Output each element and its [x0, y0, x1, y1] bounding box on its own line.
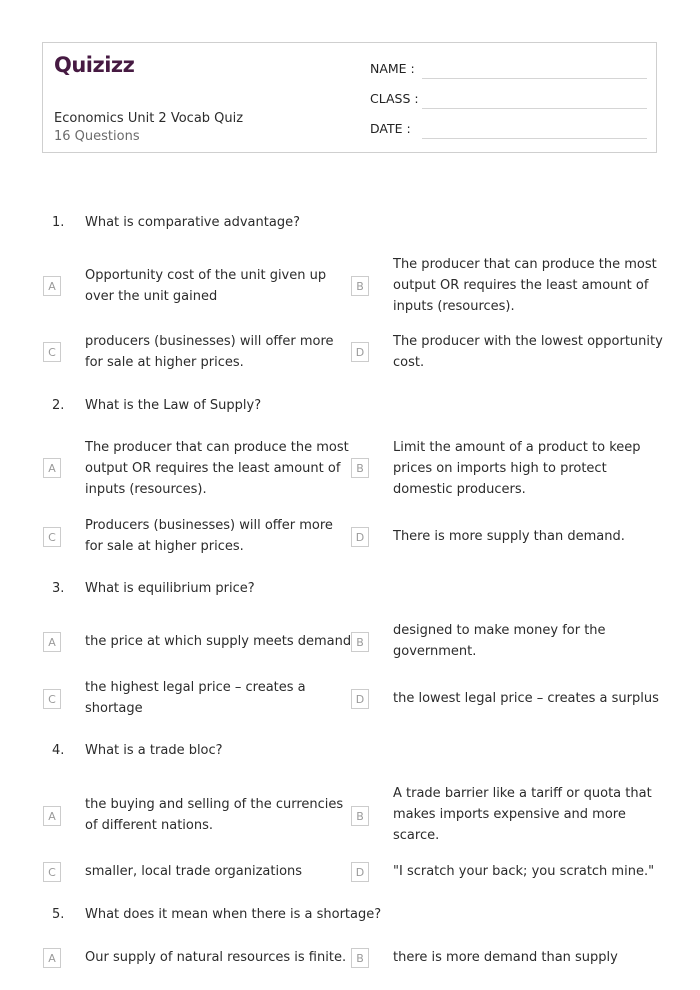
option-letter-badge: B: [351, 632, 369, 652]
answer-option[interactable]: there is more demand than supply: [393, 950, 618, 965]
answer-option[interactable]: the highest legal price – creates a shortage: [85, 680, 306, 716]
option-letter-badge: C: [43, 689, 61, 709]
answer-option[interactable]: "I scratch your back; you scratch mine.": [393, 864, 655, 879]
question-text: What is comparative advantage?: [85, 215, 300, 230]
option-letter-badge: B: [351, 948, 369, 968]
option-letter-badge: D: [351, 527, 369, 547]
option-letter-badge: A: [43, 948, 61, 968]
answer-option[interactable]: A trade barrier like a tariff or quota that makes imports expensive and more scarce.: [393, 786, 652, 843]
question-number: 4.: [52, 743, 65, 758]
option-letter-badge: B: [351, 458, 369, 478]
option-letter-badge: C: [43, 862, 61, 882]
name-line: [422, 78, 647, 79]
question-text: What is equilibrium price?: [85, 581, 255, 596]
answer-option[interactable]: The producer that can produce the most output OR requires the least amount of inputs (resources).: [85, 440, 349, 497]
date-label: DATE :: [370, 121, 411, 136]
option-letter-badge: A: [43, 632, 61, 652]
question-text: What is the Law of Supply?: [85, 398, 262, 413]
question-text: What is a trade bloc?: [85, 743, 223, 758]
answer-option[interactable]: Our supply of natural resources is finite.: [85, 950, 347, 965]
answer-option[interactable]: the price at which supply meets demand: [85, 634, 352, 649]
option-letter-badge: B: [351, 276, 369, 296]
answer-option[interactable]: smaller, local trade organizations: [85, 864, 303, 879]
answer-option[interactable]: the lowest legal price – creates a surplus: [393, 691, 659, 706]
question-text: What does it mean when there is a shortage?: [85, 907, 382, 922]
question-number: 1.: [52, 215, 65, 230]
answer-option[interactable]: Limit the amount of a product to keep prices on imports high to protect domestic producers.: [393, 440, 641, 497]
option-letter-badge: C: [43, 527, 61, 547]
option-letter-badge: A: [43, 276, 61, 296]
answer-option[interactable]: the buying and selling of the currencies of different nations.: [85, 797, 344, 833]
answer-option[interactable]: producers (businesses) will offer more for sale at higher prices.: [85, 334, 334, 370]
worksheet-header: [42, 42, 657, 153]
answer-option[interactable]: Producers (businesses) will offer more for sale at higher prices.: [85, 518, 333, 554]
option-letter-badge: B: [351, 806, 369, 826]
answer-option[interactable]: Opportunity cost of the unit given up over the unit gained: [85, 268, 327, 304]
quizizz-logo: Quizizz: [54, 53, 135, 77]
class-line: [422, 108, 647, 109]
option-letter-badge: A: [43, 458, 61, 478]
question-number: 2.: [52, 398, 65, 413]
answer-option[interactable]: The producer with the lowest opportunity cost.: [393, 334, 663, 370]
quiz-title: Economics Unit 2 Vocab Quiz: [54, 111, 244, 126]
answer-option[interactable]: The producer that can produce the most output OR requires the least amount of inputs (resources).: [393, 257, 657, 314]
option-letter-badge: D: [351, 342, 369, 362]
name-label: NAME :: [370, 61, 415, 76]
question-number: 3.: [52, 581, 65, 596]
option-letter-badge: D: [351, 689, 369, 709]
option-letter-badge: C: [43, 342, 61, 362]
question-count: 16 Questions: [54, 129, 140, 144]
answer-option[interactable]: designed to make money for the government.: [393, 623, 606, 659]
option-letter-badge: D: [351, 862, 369, 882]
option-letter-badge: A: [43, 806, 61, 826]
date-line: [422, 138, 647, 139]
answer-option[interactable]: There is more supply than demand.: [393, 529, 625, 544]
class-label: CLASS :: [370, 91, 419, 106]
question-number: 5.: [52, 907, 65, 922]
